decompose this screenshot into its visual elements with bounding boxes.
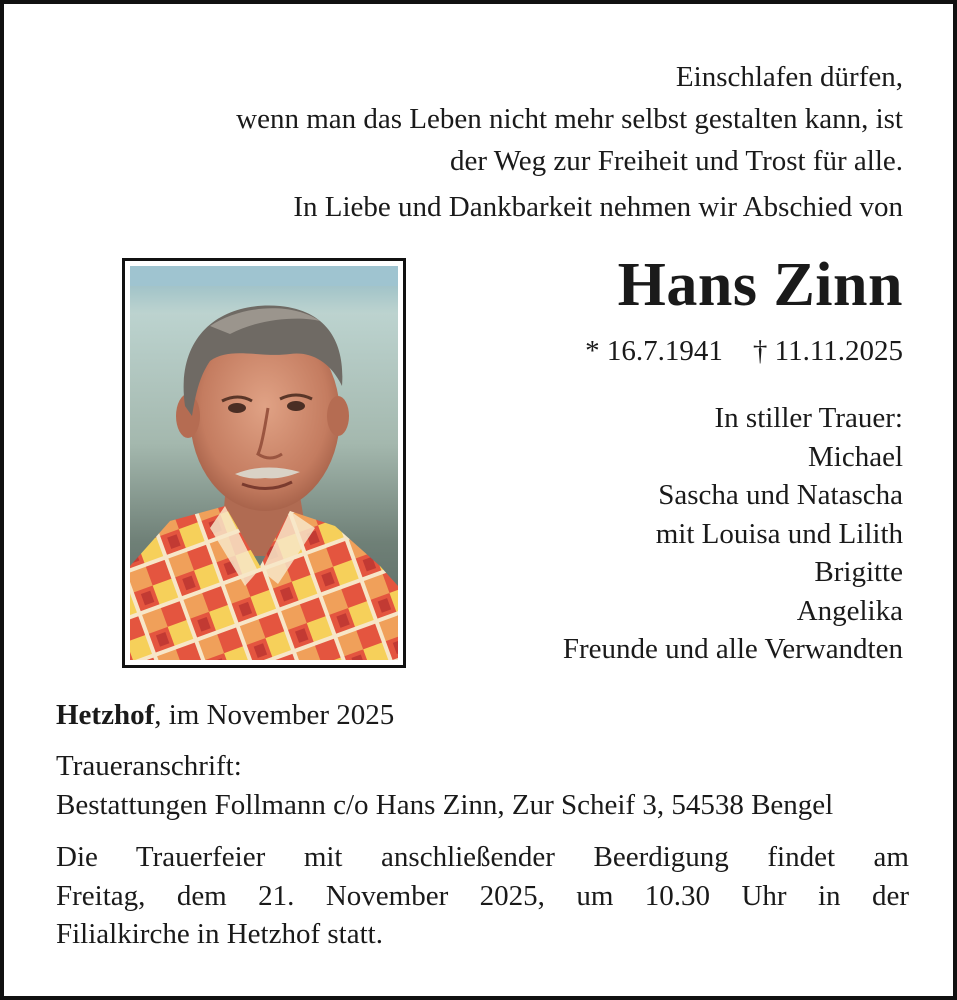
- portrait-photo-icon: [122, 258, 406, 668]
- ceremony-line-2: Freitag, dem 21. November 2025, um 10.30 Uhr in der: [56, 879, 909, 912]
- ceremony-line-1: Die Trauerfeier mit anschließender Beerdigung findet am: [56, 841, 909, 873]
- ceremony-line-3: Filialkirche in Hetzhof statt.: [56, 918, 383, 950]
- place-and-date: [56, 694, 394, 736]
- ceremony-notice: [56, 838, 909, 954]
- address-line: Bestattungen Follmann c/o Hans Zinn, Zur Scheif 3, 54538 Bengel: [56, 789, 834, 821]
- quote-block: [103, 56, 903, 182]
- mourner-name: Brigitte: [814, 556, 903, 588]
- mourners-heading: In stiller Trauer:: [714, 402, 903, 434]
- quote-line-3: der Weg zur Freiheit und Trost für alle.: [450, 145, 903, 177]
- mourner-name: Michael: [807, 440, 903, 473]
- portrait-illustration: [130, 266, 398, 660]
- condolence-address: [56, 747, 833, 825]
- deceased-name: Hans Zinn: [617, 251, 903, 319]
- place-town: Hetzhof: [56, 699, 155, 731]
- death-date: † 11.11.2025: [752, 335, 903, 367]
- quote-line-2: wenn man das Leben nicht mehr selbst gestalten kann, ist: [236, 103, 903, 135]
- mourners-list: [403, 399, 903, 669]
- place-date: , im November 2025: [154, 699, 395, 731]
- quote-line-1: Einschlafen dürfen,: [675, 61, 903, 93]
- address-label: Traueranschrift:: [56, 750, 242, 782]
- mourner-name: Freunde und alle Verwandten: [562, 633, 903, 665]
- life-dates: [585, 330, 903, 372]
- mourner-name: Sascha und Natascha: [658, 479, 903, 511]
- mourner-name: Angelika: [796, 594, 903, 627]
- mourner-name: mit Louisa und Lilith: [655, 517, 903, 550]
- farewell-intro: In Liebe und Dankbarkeit nehmen wir Abschied von: [293, 191, 903, 223]
- birth-date: * 16.7.1941: [585, 335, 723, 367]
